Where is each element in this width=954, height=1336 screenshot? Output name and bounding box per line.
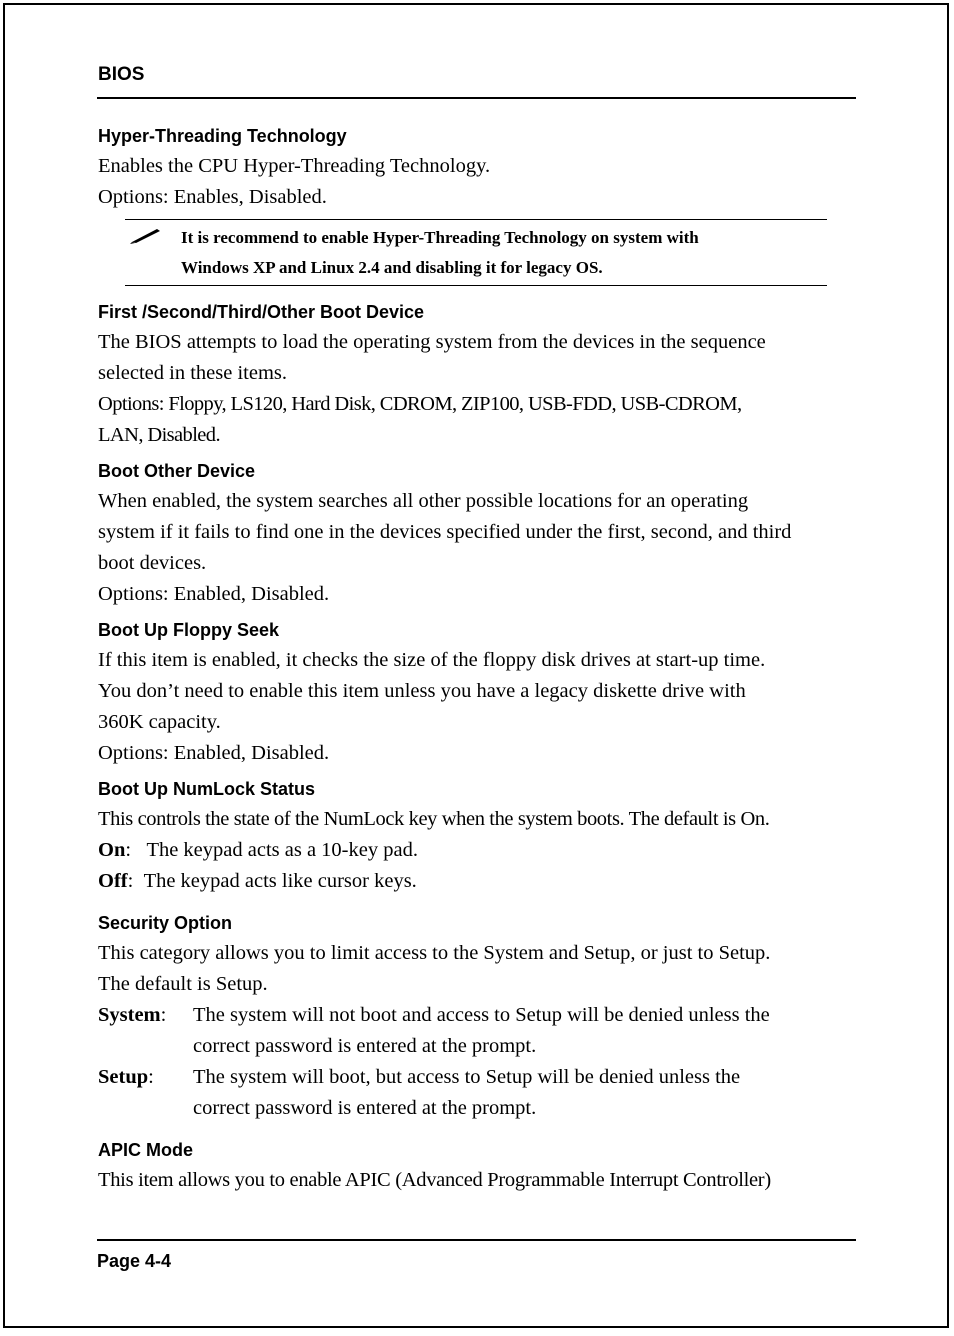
section-hyper-threading [98, 124, 858, 286]
body-line: Options: Floppy, LS120, Hard Disk, CDROM, ZIP100, USB-FDD, USB-CDROM, [98, 393, 742, 415]
section-title: Security Option [98, 913, 233, 933]
section-boot-device [98, 300, 858, 451]
option-separator: : [127, 870, 144, 892]
document-body [98, 124, 858, 1204]
header-rule [97, 97, 856, 99]
body-line: You don’t need to enable this item unless you have a legacy diskette drive with [98, 680, 746, 702]
option-key: On [98, 839, 126, 861]
definition-key: System [98, 1004, 161, 1026]
section-title: Boot Up Floppy Seek [98, 620, 280, 640]
pen-icon [129, 226, 163, 244]
definition-line: correct password is entered at the prompt. [193, 1097, 537, 1119]
option-text: The keypad acts as a 10-key pad. [146, 839, 418, 861]
body-line: boot devices. [98, 552, 207, 574]
body-line: 360K capacity. [98, 711, 221, 733]
definition-line: correct password is entered at the prompt. [193, 1035, 537, 1057]
body-line: Options: Enables, Disabled. [98, 186, 327, 208]
option-separator: : [125, 839, 147, 861]
body-line: system if it fails to find one in the devices specified under the first, second, and third [98, 521, 792, 543]
definition-row: Setup: The system will boot, but access to Setup will be denied unless the correct password is entered at the prompt. [98, 1062, 858, 1124]
option-key: Off [98, 870, 128, 892]
note-line: Windows XP and Linux 2.4 and disabling it for legacy OS. [181, 258, 603, 277]
section-security [98, 911, 858, 1124]
body-line: This item allows you to enable APIC (Advanced Programmable Interrupt Controller) [98, 1169, 771, 1191]
option-row [98, 866, 858, 897]
body-line: selected in these items. [98, 362, 287, 384]
section-title: APIC Mode [98, 1140, 194, 1160]
body-line: If this item is enabled, it checks the size of the floppy disk drives at start-up time. [98, 649, 766, 671]
definition-row: System: The system will not boot and access to Setup will be denied unless the correct password is entered at the prompt. [98, 1000, 858, 1062]
body-line: Options: Enabled, Disabled. [98, 742, 330, 764]
section-title: Hyper-Threading Technology [98, 126, 347, 146]
footer-rule [97, 1239, 856, 1241]
section-numlock [98, 777, 858, 897]
page-number: Page 4-4 [97, 1251, 172, 1271]
body-line: The default is Setup. [98, 973, 268, 995]
section-boot-other-device [98, 459, 858, 610]
option-row [98, 835, 858, 866]
section-apic [98, 1138, 858, 1196]
section-title: Boot Up NumLock Status [98, 779, 316, 799]
definition-key: Setup [98, 1066, 149, 1088]
body-line: LAN, Disabled. [98, 424, 220, 446]
definition-line: The system will boot, but access to Setup will be denied unless the [193, 1066, 741, 1088]
section-title: First /Second/Third/Other Boot Device [98, 302, 425, 322]
body-line: When enabled, the system searches all other possible locations for an operating [98, 490, 749, 512]
section-title: Boot Other Device [98, 461, 256, 481]
body-line: The BIOS attempts to load the operating system from the devices in the sequence [98, 331, 766, 353]
option-text: The keypad acts like cursor keys. [143, 870, 417, 892]
header-title: BIOS [98, 64, 145, 85]
note-box [125, 219, 827, 286]
body-line: This category allows you to limit access to the System and Setup, or just to Setup. [98, 942, 771, 964]
definition-line: The system will not boot and access to Setup will be denied unless the [193, 1004, 770, 1026]
note-line: It is recommend to enable Hyper-Threading Technology on system with [181, 228, 699, 247]
section-floppy-seek [98, 618, 858, 769]
body-line: Options: Enabled, Disabled. [98, 583, 330, 605]
body-line: Enables the CPU Hyper-Threading Technology. [98, 155, 491, 177]
body-line: This controls the state of the NumLock key when the system boots. The default is On. [98, 808, 770, 830]
